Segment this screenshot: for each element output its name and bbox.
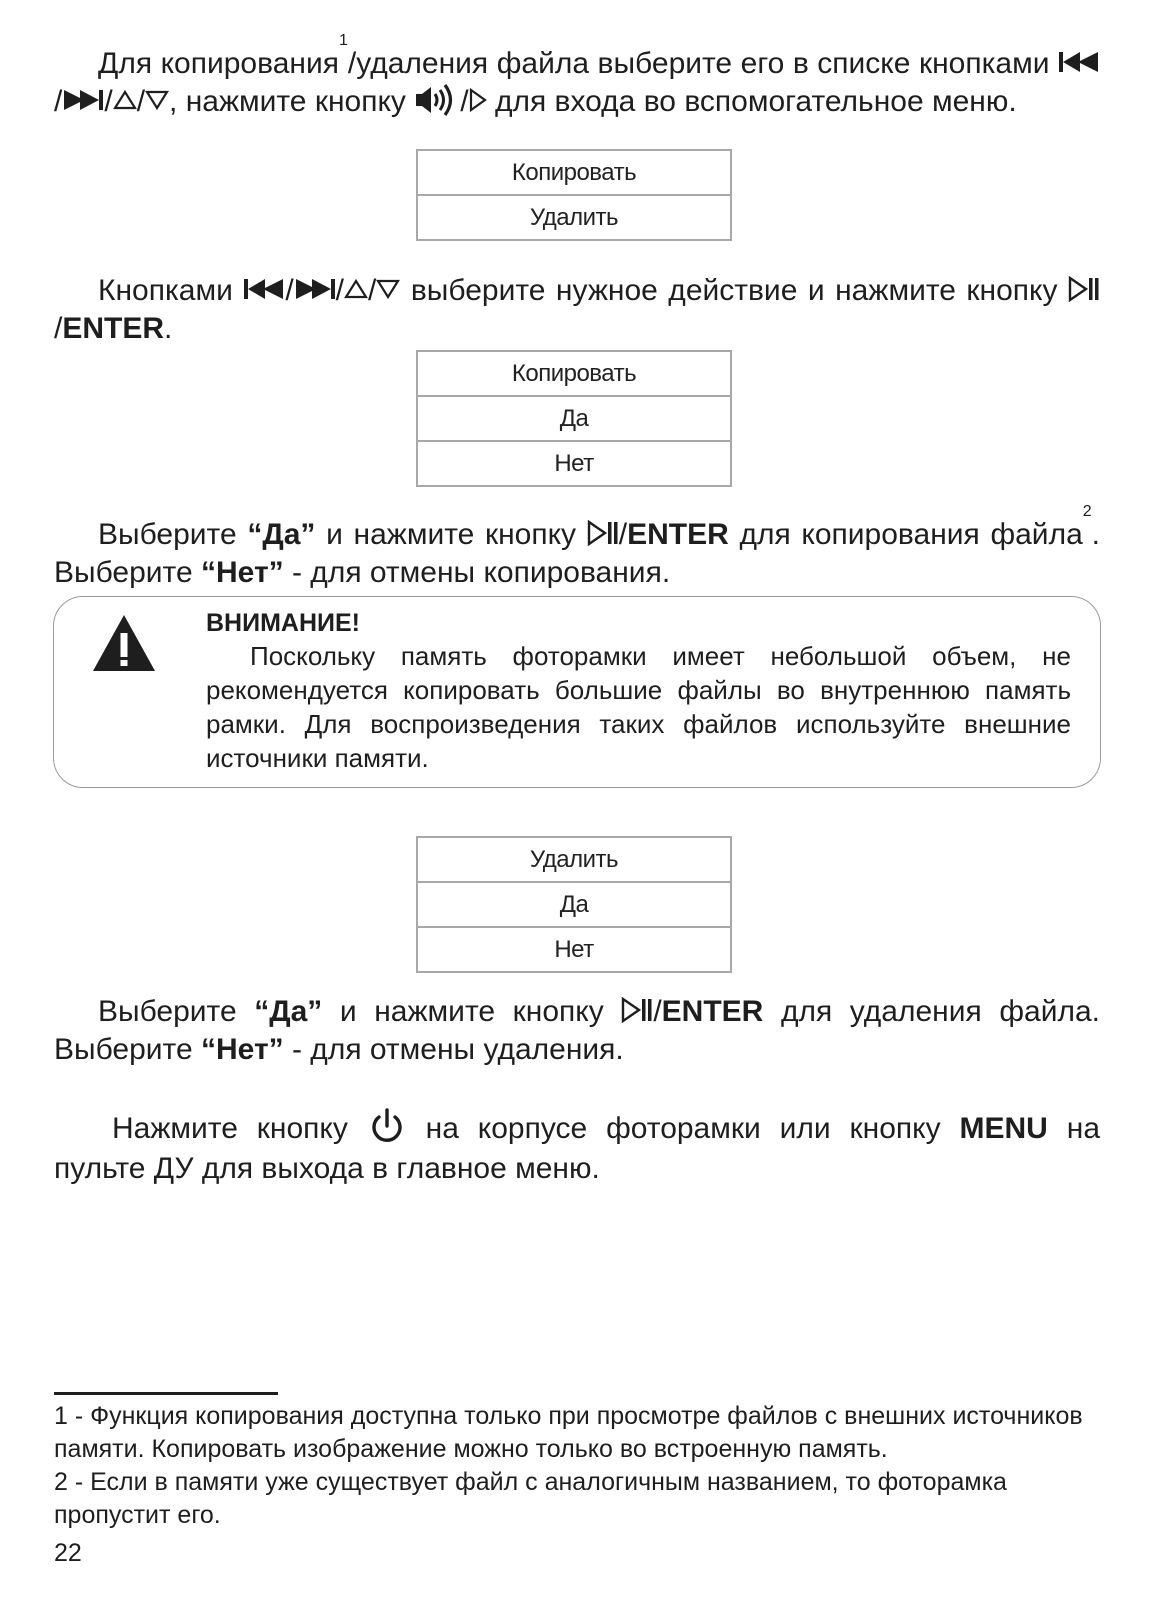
prev-track-icon [1058, 51, 1100, 73]
submenu-copy-confirm [416, 350, 732, 487]
notice-title: ВНИМАНИЕ! [206, 609, 360, 637]
paragraph-confirm-copy: Выберите “Да” и нажмите кнопку /ENTER для копирования файла$^2$. Выберите “Нет” - для отмены копирования. [54, 503, 1101, 589]
menu-title-delete: Удалить [418, 838, 730, 883]
warning-notice [53, 596, 1101, 788]
play-pause-icon [621, 997, 653, 1023]
prev-track-icon [243, 278, 285, 300]
up-triangle-icon [344, 279, 368, 299]
menu-title-copy: Копировать [418, 352, 730, 397]
footnote-1: 1 - Функция копирования доступна только при просмотре файлов с внешних источников памяти. Копировать изображение можно только во встроенную память. [54, 1402, 1083, 1463]
paragraph-exit-menu: Нажмите кнопку на корпусе фоторамки или кнопку MENU на пульте ДУ для выхода в главное меню. [54, 1110, 1100, 1188]
play-pause-icon [587, 520, 619, 546]
warning-icon [91, 613, 157, 673]
next-track-icon [62, 89, 104, 111]
menu-item-copy[interactable]: Копировать [418, 151, 730, 196]
menu-item-no[interactable]: Нет [554, 936, 594, 963]
menu-item-yes[interactable]: Да [418, 883, 730, 928]
menu-item-yes[interactable]: Да [418, 397, 730, 442]
speaker-icon [414, 83, 460, 117]
page-number: 22 [54, 1539, 82, 1567]
power-icon [367, 1107, 407, 1147]
paragraph-select-action: Кнопками / / / выберите нужное действие и нажмите кнопку /ENTER. [54, 272, 1100, 348]
down-triangle-icon [376, 279, 400, 299]
submenu-copy-delete [416, 149, 732, 241]
footnote-2: 2 - Если в памяти уже существует файл с аналогичным названием, то фоторамка пропустит его. [54, 1468, 1007, 1529]
paragraph-confirm-delete: Выберите “Да” и нажмите кнопку /ENTER для удаления файла. Выберите “Нет” - для отмены удаления. [54, 995, 1100, 1066]
footnotes [54, 1400, 1114, 1532]
menu-item-no[interactable]: Нет [554, 450, 594, 477]
play-right-icon [469, 88, 487, 112]
down-triangle-icon [145, 90, 169, 110]
paragraph-copy-delete-intro: Для копирования$^1$/удаления файла выберите его в списке кнопками / / / , нажмите кнопку / для входа во вспомогательное меню. [54, 45, 1100, 121]
play-pause-icon [1068, 276, 1100, 302]
next-track-icon [294, 278, 336, 300]
up-triangle-icon [113, 90, 137, 110]
footnote-divider [54, 1392, 278, 1395]
menu-item-delete[interactable]: Удалить [529, 204, 619, 231]
footnote-ref-2: 2 [1082, 503, 1092, 520]
submenu-delete-confirm [416, 836, 732, 973]
footnote-ref-1: 1 [338, 32, 348, 49]
notice-body: Поскольку память фоторамки имеет небольшой объем, не рекомендуется копировать большие файлы во внутреннюю память рамки. Для воспроизведения таких файлов используйте внешние источники памяти. [206, 641, 1071, 773]
